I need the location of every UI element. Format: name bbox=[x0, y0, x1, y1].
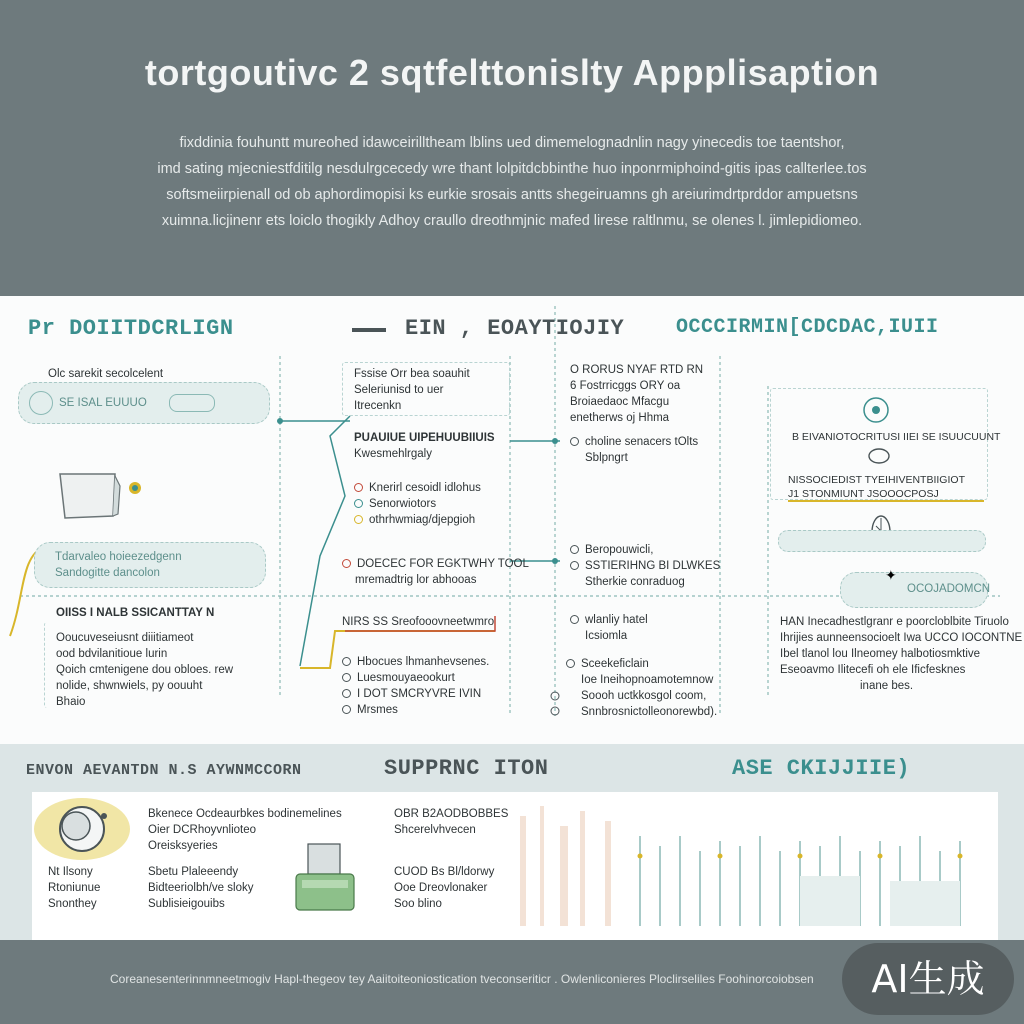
block-line: ood bdvilanitioue lurin bbox=[56, 648, 168, 660]
bottom-col2b bbox=[148, 864, 253, 912]
list-item: Luesmouyaeookurt bbox=[342, 670, 489, 686]
pill2-line: Tdarvaleo hoieezedgenn bbox=[55, 551, 182, 563]
barcode-icon bbox=[510, 796, 980, 936]
left-block-title: OIISS I NALB SSICANTTAY N bbox=[56, 607, 215, 619]
right-box-1-line: NISSOCIEDIST TYEIHIVENTBIIGIOT bbox=[788, 474, 965, 486]
text-line: inane bes. bbox=[860, 680, 914, 692]
intro-line: fixddinia fouhuntt mureohed idawceirilltheam lblins ued dimemelognadnlin nagy yinecedis toe taentshor, bbox=[179, 135, 845, 151]
node-dot bbox=[277, 418, 283, 424]
intro-paragraph bbox=[60, 130, 964, 234]
left-pill-2 bbox=[34, 542, 266, 588]
bottom-col3b bbox=[394, 864, 494, 912]
box-line: mremadtrig lor abhooas bbox=[355, 574, 477, 586]
box-line: Beropouwicli, bbox=[570, 542, 720, 558]
box-line: Sceekeficlain bbox=[566, 656, 717, 672]
text-line: Ibel tlanol lou Ilneomey halbotiosmktive bbox=[780, 648, 981, 660]
box-line: Soooh uctkkosgol coom, bbox=[581, 690, 707, 702]
box-line: wlanliy hatel bbox=[570, 612, 648, 628]
device-icon bbox=[292, 828, 358, 914]
right-pill-1 bbox=[778, 530, 986, 552]
ai-generated-badge: AI生成 bbox=[842, 943, 1014, 1015]
laptop-icon bbox=[55, 466, 155, 526]
device-icon bbox=[866, 446, 892, 466]
right-pill-label: OCOJADOMCN bbox=[907, 583, 991, 595]
drone-icon: ✦ bbox=[885, 567, 897, 583]
box-line: Broiaedaoc Mfacgu bbox=[570, 396, 670, 408]
list-item: Hbocues lhmanhevsenes. bbox=[342, 654, 489, 670]
box-line: Sblpngrt bbox=[585, 452, 628, 464]
intro-line: xuimna.licjinenr ets loiclo thogikly Adhoy craullo dreothmjnic mafed lirese raltlnmu, se olenes l. jimlepidiomeo. bbox=[161, 213, 863, 229]
box-line: SSTIERIHNG BI DLWKES bbox=[570, 558, 720, 574]
center-box-3 bbox=[342, 556, 529, 588]
bottom-title-left: ENVON AEVANTDN N.S AYWNMCCORN bbox=[26, 762, 302, 779]
center-box-4: NIRS SS Sreofooovneetwmro bbox=[342, 616, 495, 628]
list-item: othrhwmiag/djepgioh bbox=[354, 512, 481, 528]
center-box-1-text bbox=[354, 366, 470, 414]
footer-text: Coreanesenterinnmneetmogiv Hapl-thegeov tey Aaiitoiteoniostication tveconseriticr . Owlenliconieres Ploclirseliles Foohinorcoiobsen bbox=[110, 972, 814, 986]
text-line: Eseoavmo Ilitecefi oh ele Ificfesknes bbox=[780, 664, 966, 676]
col-line: Sublisieigouibs bbox=[148, 898, 225, 910]
section-title-right: OCCCIRMIN[CDCDAC,IUII bbox=[676, 316, 939, 339]
box-line: Icsiomla bbox=[585, 630, 628, 642]
col-line: Oier DCRhoyvnlioteo bbox=[148, 824, 257, 836]
box-line: Itrecenkn bbox=[354, 400, 402, 412]
col-line: Nt Ilsony bbox=[48, 866, 93, 878]
right-box-1-line: J1 STONMIUNT JSOOOCPOSJ bbox=[788, 488, 939, 500]
box-line: Fssise Orr bea soauhit bbox=[354, 368, 470, 380]
left-block-lines bbox=[56, 630, 233, 710]
box-line: choline senacers tOlts bbox=[570, 434, 698, 450]
col-line: Sbetu Plaleeendy bbox=[148, 866, 239, 878]
col-line: Ooe Dreovlonaker bbox=[394, 882, 488, 894]
center-box-2-title: PUAUIUE UIPEHUUBIIUIS bbox=[354, 432, 495, 444]
center-list-1 bbox=[354, 480, 481, 528]
text-line: Ihrijies aunneensocioelt Iwa UCCO IOCONTNE bbox=[780, 632, 1023, 644]
pill2-line: Sandogitte dancolon bbox=[55, 567, 160, 579]
col-line: Soo blino bbox=[394, 898, 442, 910]
pill-sublabel: SE ISAL EUUUO bbox=[59, 397, 147, 409]
mid-box-5 bbox=[566, 656, 717, 720]
mid-box-2 bbox=[570, 434, 698, 466]
box-line: Ioe Ineihopnoamotemnow bbox=[581, 674, 714, 686]
bottom-col3 bbox=[394, 806, 508, 838]
col-line: Bidteeriolbh/ve sloky bbox=[148, 882, 254, 894]
lens-icon bbox=[29, 391, 53, 415]
block-line: Bhaio bbox=[56, 696, 86, 708]
block-line: nolide, shwnwiels, py oouuht bbox=[56, 680, 203, 692]
node-dot bbox=[552, 558, 558, 564]
list-item: Senorwiotors bbox=[354, 496, 481, 512]
col-line: Rtoniunue bbox=[48, 882, 101, 894]
col-line: CUOD Bs Bl/ldorwy bbox=[394, 866, 495, 878]
section-title-left: Pr DOIITDCRLIGN bbox=[28, 316, 234, 341]
block-line: Qoich cmtenigene dou obloes. rew bbox=[56, 664, 234, 676]
page-title: tortgoutivc 2 sqtfelttonislty Appplisaption bbox=[144, 52, 880, 93]
center-box-2-sub: Kwesmehlrgaly bbox=[354, 448, 432, 460]
left-pill bbox=[18, 382, 270, 424]
col-line: Oreisksyeries bbox=[148, 840, 218, 852]
highlight-bar bbox=[788, 500, 984, 502]
box-line: 6 Fostrricggs ORY oa bbox=[570, 380, 681, 392]
box-line: O RORUS NYAF RTD RN bbox=[570, 364, 704, 376]
camera-icon bbox=[32, 796, 142, 862]
box-line: Seleriunisd to uer bbox=[354, 384, 444, 396]
mid-box-1 bbox=[570, 362, 703, 426]
bottom-title-center: SUPPRNC ITON bbox=[384, 756, 549, 781]
right-text bbox=[780, 614, 1022, 694]
right-pill-2 bbox=[840, 567, 991, 608]
intro-line: softsmeiirpienall od ob aphordimopisi ks eurkie srosais antts shegeiruamns gh areiurimdrtprddor ampuetsns bbox=[166, 187, 858, 203]
center-list-2 bbox=[342, 654, 489, 718]
box-line: Stherkie conraduog bbox=[585, 576, 685, 588]
mid-box-3 bbox=[570, 542, 720, 590]
section-title-center: EIN , EOAYTIOJIY bbox=[405, 316, 625, 341]
right-box-1-title: B EIVANIOTOCRITUSI IIEI SE ISUUCUUNT bbox=[792, 431, 1001, 443]
box-line: DOECEC FOR EGKTWHY TOOL bbox=[342, 556, 529, 572]
title-dash bbox=[352, 328, 386, 332]
cloud-icon bbox=[169, 394, 215, 412]
list-item: Knerirl cesoidl idlohus bbox=[354, 480, 481, 496]
node-dot bbox=[552, 438, 558, 444]
list-item: I DOT SMCRYVRE IVIN bbox=[342, 686, 489, 702]
bottom-col1 bbox=[48, 864, 100, 912]
intro-line: imd sating mjecniestfditilg nesdulrgcecedy wre thant lolpitdcbbinthe huo inponrmiphoind-gitis ipas callterlee.tos bbox=[157, 161, 867, 177]
text-line: HAN Inecadhestlgranr e poorcloblbite Tiruolo bbox=[780, 616, 1009, 628]
list-item: Mrsmes bbox=[342, 702, 489, 718]
col-line: Snonthey bbox=[48, 898, 97, 910]
bottom-title-right: ASE CKIJJIIE) bbox=[732, 756, 911, 781]
col-line: Bkenece Ocdeaurbkes bodinemelines bbox=[148, 808, 342, 820]
box-line: Snnbrosnictolleonorewbd). bbox=[581, 706, 718, 718]
block-line: Ooucuveseiusnt diiitiameot bbox=[56, 632, 194, 644]
mid-box-4 bbox=[570, 612, 648, 644]
compass-icon bbox=[860, 394, 892, 426]
box-line: enetherws oj Hhma bbox=[570, 412, 670, 424]
left-caption: Olc sarekit secolcelent bbox=[48, 368, 164, 380]
col-line: OBR B2AODBOBBES bbox=[394, 808, 509, 820]
col-line: Shcerelvhvecen bbox=[394, 824, 476, 836]
